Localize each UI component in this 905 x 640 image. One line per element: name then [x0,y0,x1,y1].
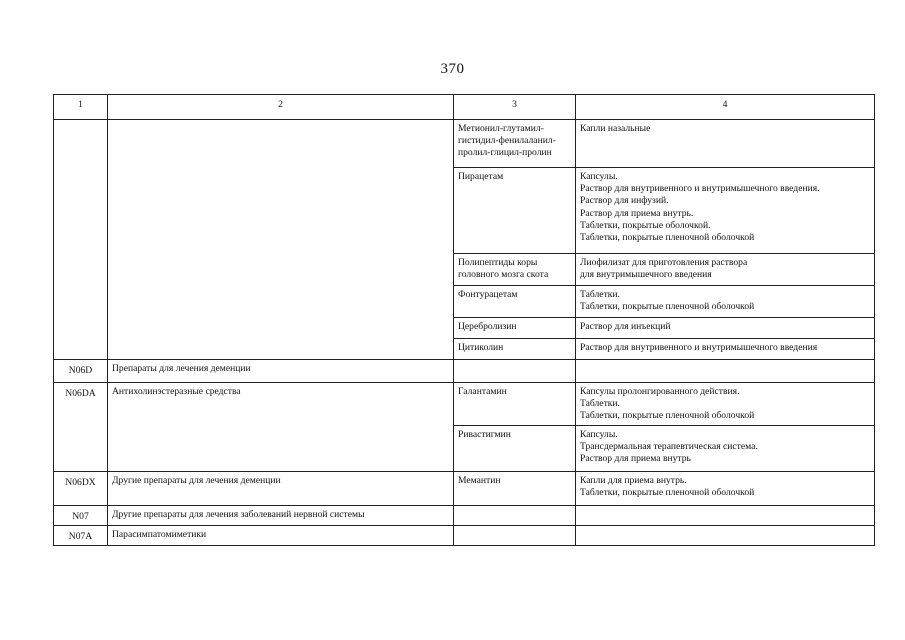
dosage-form-line: Трансдермальная терапевтическая система. [580,441,758,453]
dosage-form-line: Таблетки, покрытые оболочкой. [580,219,711,231]
dosage-form-cell [576,506,875,526]
drug-name-line: Пирацетам [458,171,504,182]
dosage-form-cell [576,526,875,546]
dosage-form-line: Раствор для внутривенного и внутримышечного введения [580,342,818,353]
dosage-form-cell [576,472,875,506]
page-number: 370 [440,61,465,77]
dosage-form-line: для внутримышечного введения [580,269,712,281]
group-name-cell: Парасимпатомиметики [108,526,454,546]
table-row [54,120,875,168]
drug-name-cell [454,318,576,339]
dosage-form-line: Раствор для инфузий. [580,195,669,207]
group-name-cell: Антихолинэстеразные средства [108,383,454,472]
dosage-form-cell [576,120,875,168]
drug-name-line: Фонтурацетам [458,289,518,300]
group-name-cell: Препараты для лечения деменции [108,360,454,383]
drug-name-line: Мемантин [458,475,501,486]
dosage-form-line: Таблетки, покрытые пленочной оболочкой [580,410,755,422]
dosage-form-line: Раствор для приема внутрь. [580,207,694,219]
dosage-form-cell [576,426,875,472]
dosage-form-line: Раствор для внутривенного и внутримышечного введения. [580,183,820,195]
dosage-form-cell [576,360,875,383]
dosage-form-line: Капсулы. [580,429,618,440]
table-row [54,360,875,383]
drug-name-cell [454,286,576,318]
drug-name-line: Церебролизин [458,321,517,332]
dosage-form-cell [576,168,875,254]
dosage-form-cell [576,383,875,426]
group-name-cell [108,120,454,360]
drug-name-cell [454,383,576,426]
dosage-form-line: Лиофилизат для приготовления раствора [580,257,748,268]
table-header-row [54,95,875,120]
atc-code-cell: N06D [54,360,108,383]
dosage-form-cell [576,254,875,286]
column-header-1: 1 [54,95,108,120]
drug-name-cell [454,360,576,383]
table-row [54,506,875,526]
drug-name-line: гистидил-фенилаланил- [458,135,556,147]
dosage-form-line: Таблетки. [580,398,620,410]
group-name-cell: Другие препараты для лечения деменции [108,472,454,506]
dosage-form-cell [576,286,875,318]
drug-name-cell [454,339,576,360]
drug-name-cell [454,168,576,254]
column-header-4: 4 [576,95,875,120]
drug-name-line: головного мозга скота [458,269,549,281]
drug-table [53,94,875,546]
dosage-form-line: Капсулы. [580,171,618,182]
dosage-form-line: Таблетки, покрытые пленочной оболочкой [580,487,755,499]
group-name-cell: Другие препараты для лечения заболеваний нервной системы [108,506,454,526]
column-header-3: 3 [454,95,576,120]
atc-code-cell [54,120,108,360]
column-header-2: 2 [108,95,454,120]
drug-name-cell [454,526,576,546]
dosage-form-cell [576,318,875,339]
drug-name-cell [454,506,576,526]
drug-name-cell [454,426,576,472]
dosage-form-line: Раствор для приема внутрь [580,453,691,465]
atc-code-cell: N06DX [54,472,108,506]
atc-code-cell: N06DA [54,383,108,472]
drug-name-line: Полипептиды коры [458,257,538,268]
drug-name-line: Галантамин [458,386,507,397]
atc-code-cell: N07A [54,526,108,546]
dosage-form-line: Капли назальные [580,123,651,134]
atc-code-cell: N07 [54,506,108,526]
drug-name-line: Метионил-глутамил- [458,123,544,134]
table-row [54,526,875,546]
table-row [54,383,875,426]
dosage-form-line: Раствор для инъекций [580,321,671,332]
drug-name-cell [454,254,576,286]
dosage-form-line: Капсулы пролонгированного действия. [580,386,740,397]
drug-name-cell [454,120,576,168]
drug-name-line: пролил-глицил-пролин [458,147,552,159]
dosage-form-line: Таблетки. [580,289,620,300]
dosage-form-line: Таблетки, покрытые пленочной оболочкой [580,232,755,244]
dosage-form-line: Капли для приема внутрь. [580,475,687,486]
dosage-form-line: Таблетки, покрытые пленочной оболочкой [580,301,755,313]
drug-name-line: Ривастигмин [458,429,511,440]
drug-name-line: Цитиколин [458,342,504,353]
drug-name-cell [454,472,576,506]
table-row [54,472,875,506]
dosage-form-cell [576,339,875,360]
